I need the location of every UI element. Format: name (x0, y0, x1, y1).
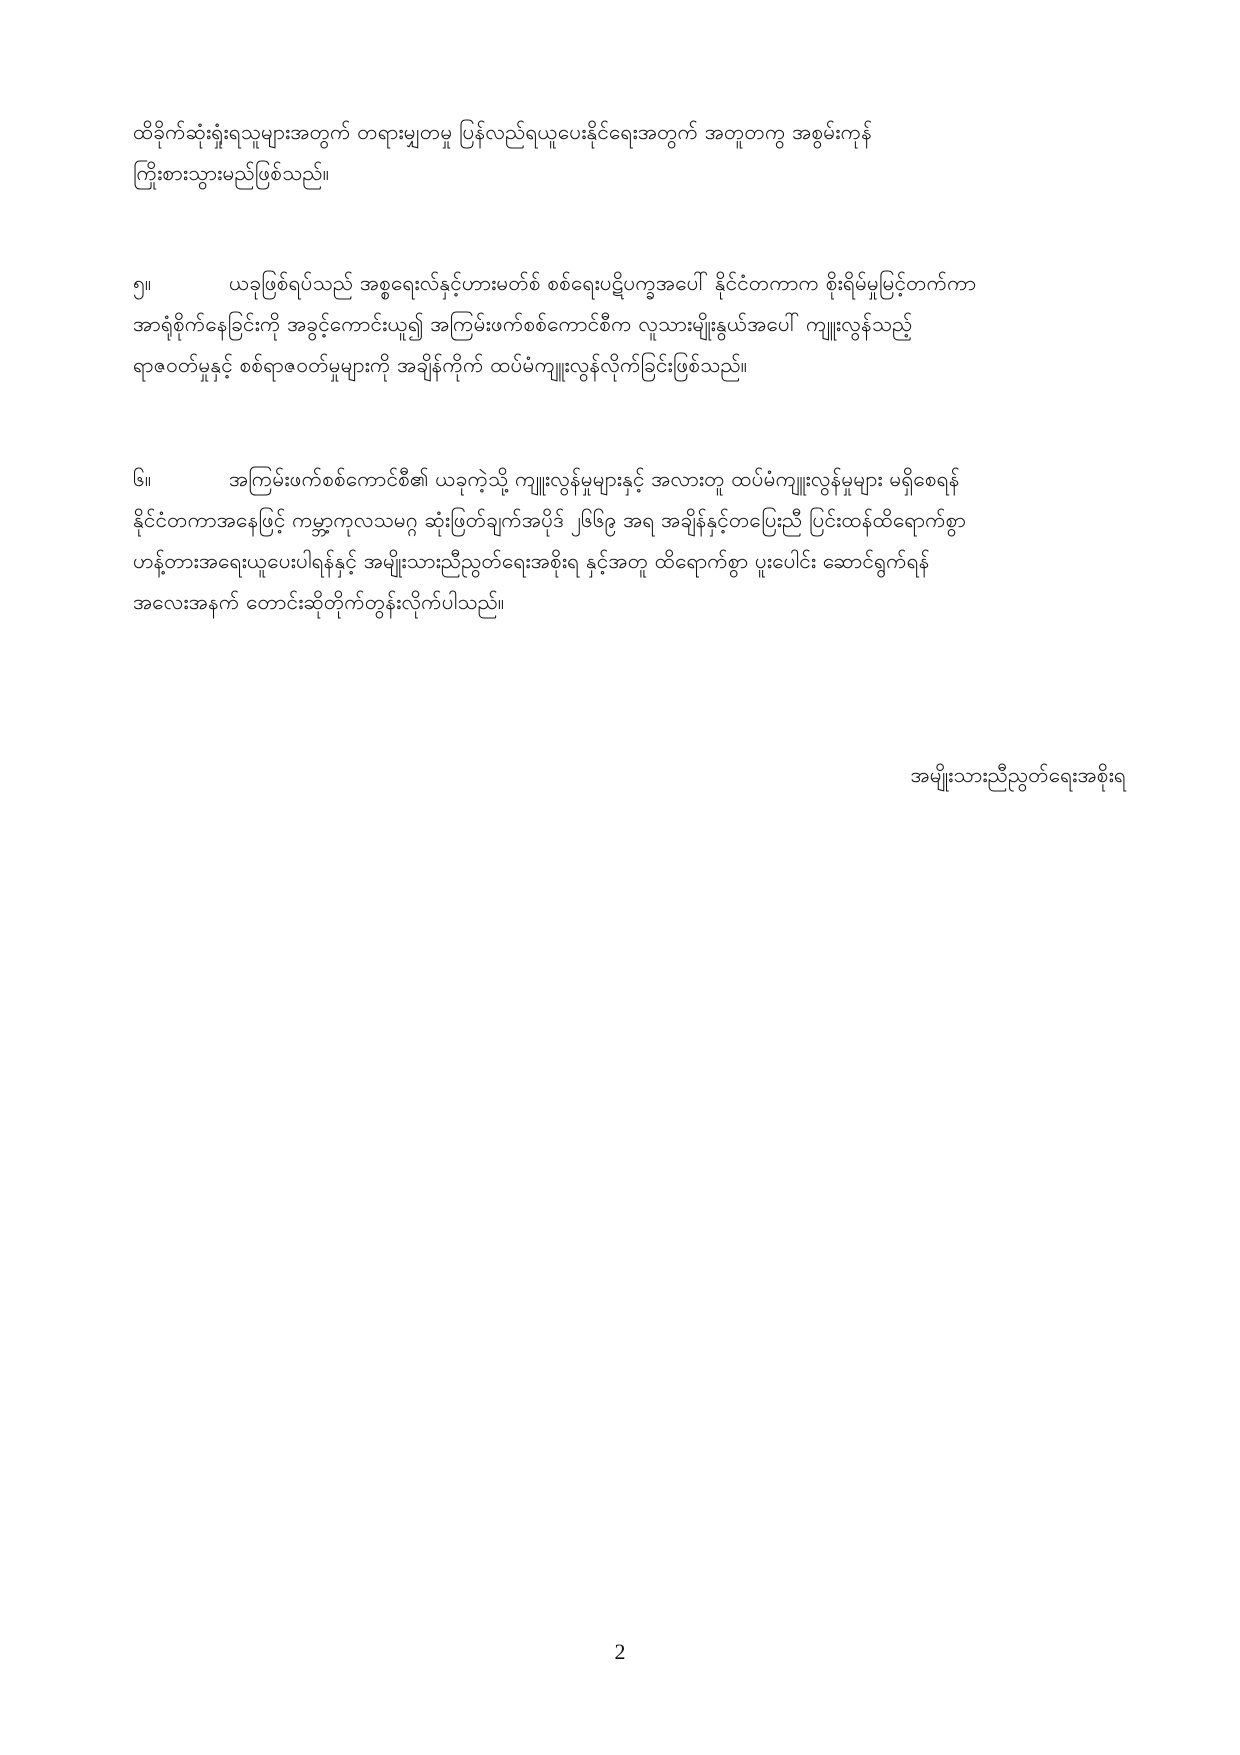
paragraph-line: အာရုံစိုက်နေခြင်းကို အခွင့်ကောင်းယူ၍ အကြမ်းဖက်စစ်ကောင်စီက လူသားမျိုးနွယ်အပေါ် ကျူးလွန်သည့် (133, 312, 913, 336)
paragraph-first-line (133, 459, 1129, 500)
paragraph-line: ထိခိုက်ဆုံးရှုံးရသူများအတွက် တရားမျှတမှု ပြန်လည်ရယူပေးနိုင်ရေးအတွက် အတူတကွ အစွမ်းကုန် (133, 120, 872, 144)
paragraph-line: အကြမ်းဖက်စစ်ကောင်စီ၏ ယခုကဲ့သို့ ကျူးလွန်မှုများနှင့် အလားတူ ထပ်မံကျူးလွန်မှုများ မရှိစေရန် (229, 467, 960, 491)
paragraph-line: ကြိုးစားသွားမည်ဖြစ်သည်။ (133, 161, 330, 185)
page-number: 2 (614, 1639, 626, 1664)
paragraph-line: ယခုဖြစ်ရပ်သည် အစ္စရေးလ်နှင့်ဟားမတ်စ် စစ်ရေးပဋိပက္ခအပေါ် နိုင်ငံတကာက စိုးရိမ်မှုမြင့်တက်ကာ (229, 271, 977, 295)
paragraph-6 (133, 459, 1129, 623)
paragraph-number: ၅။ (133, 271, 152, 295)
paragraph-line: ဟန့်တားအရေးယူပေးပါရန်နှင့် အမျိုးသားညီညွတ်ရေးအစိုးရ နှင့်အတူ ထိရောက်စွာ ပူးပေါင်း ဆောင်ရွက်ရန် (133, 549, 930, 573)
paragraph-line: နိုင်ငံတကာအနေဖြင့် ကမ္ဘာ့ကုလသမဂ္ဂ ဆုံးဖြတ်ချက်အပိုဒ် ၂၆၆၉ အရ အချိန်နှင့်တပြေးညီ ပြင်းထန်ထိရောက်စွာ (133, 508, 967, 532)
paragraph-5 (133, 263, 1129, 386)
continuation-paragraph (133, 112, 1129, 194)
signature: အမျိုးသားညီညွတ်ရေးအစိုးရ (910, 763, 1126, 787)
paragraph-number: ၆။ (133, 467, 152, 491)
paragraph-first-line (133, 263, 1129, 304)
paragraph-line: ရာဇဝတ်မှုနှင့် စစ်ရာဇဝတ်မှုများကို အချိန်ကိုက် ထပ်မံကျူးလွန်လိုက်ခြင်းဖြစ်သည်။ (133, 353, 748, 377)
paragraph-line: အလေးအနက် တောင်းဆိုတိုက်တွန်းလိုက်ပါသည်။ (133, 590, 505, 614)
